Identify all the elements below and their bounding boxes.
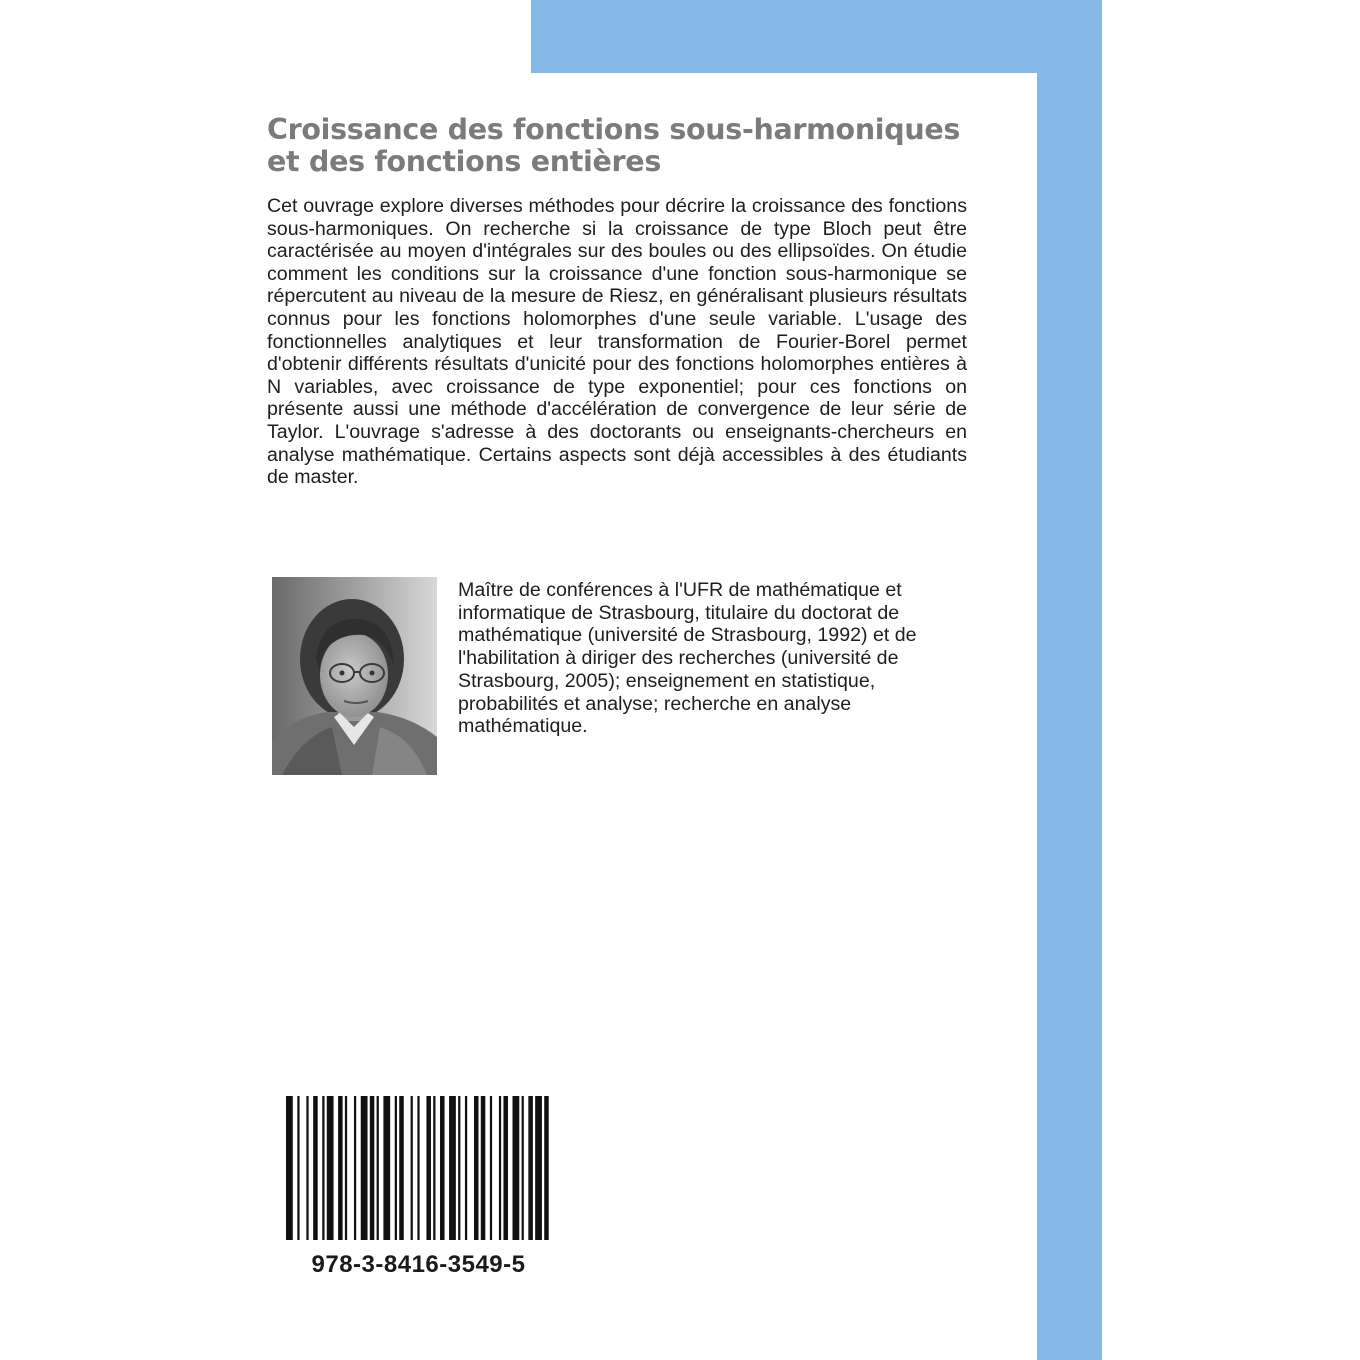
author-bio-line: mathématique (université de Strasbourg, 1992) et de	[458, 624, 917, 647]
barcode-bars	[286, 1096, 551, 1240]
author-portrait-image	[272, 577, 437, 775]
author-bio-line: l'habilitation à diriger des recherches (université de	[458, 647, 899, 670]
author-bio-line: Strasbourg, 2005); enseignement en statistique,	[458, 669, 876, 692]
barcode-bar	[395, 1096, 397, 1240]
barcode-bar	[322, 1096, 324, 1240]
barcode-bar	[474, 1096, 479, 1240]
barcode-bar	[499, 1096, 501, 1240]
book-title-line-2: et des fonctions entières	[267, 145, 661, 178]
barcode-bar	[481, 1096, 486, 1240]
barcode-bar	[465, 1096, 467, 1240]
barcode-bar	[449, 1096, 456, 1240]
barcode-bar	[503, 1096, 508, 1240]
barcode-bar	[345, 1096, 347, 1240]
book-title	[267, 114, 987, 178]
author-biography	[458, 579, 978, 738]
barcode-bar	[327, 1096, 334, 1240]
barcode-bar	[399, 1096, 404, 1240]
barcode-bar	[458, 1096, 460, 1240]
barcode-bar	[433, 1096, 435, 1240]
author-bio-line: informatique de Strasbourg, titulaire du doctorat de	[458, 601, 900, 624]
barcode-bar	[417, 1096, 419, 1240]
barcode-bar	[522, 1096, 524, 1240]
isbn-number: 978-3-8416-3549-5	[311, 1251, 526, 1278]
accent-band-top	[531, 0, 1102, 73]
accent-band-side	[1037, 0, 1102, 1360]
barcode-bar	[354, 1096, 356, 1240]
barcode-bar	[286, 1096, 293, 1240]
book-title-line-1: Croissance des fonctions sous-harmoniques	[267, 113, 961, 146]
barcode-bar	[535, 1096, 542, 1240]
barcode-bar	[544, 1096, 549, 1240]
barcode-bar	[440, 1096, 445, 1240]
isbn-barcode	[286, 1096, 551, 1240]
barcode-bar	[490, 1096, 492, 1240]
barcode-bar	[361, 1096, 368, 1240]
author-bio-line: probabilités et analyse; recherche en analyse	[458, 692, 852, 715]
barcode-bar	[528, 1096, 533, 1240]
barcode-bar	[306, 1096, 308, 1240]
barcode-bar	[513, 1096, 520, 1240]
author-bio-line: Maître de conférences à l'UFR de mathématique et	[458, 579, 902, 601]
barcode-bar	[377, 1096, 379, 1240]
barcode-bar	[411, 1096, 413, 1240]
barcode-bar	[370, 1096, 375, 1240]
barcode-bar	[383, 1096, 390, 1240]
barcode-bar	[297, 1096, 299, 1240]
author-bio-line: mathématique.	[458, 715, 588, 738]
author-photo	[272, 577, 437, 775]
barcode-bar	[338, 1096, 343, 1240]
barcode-bar	[313, 1096, 318, 1240]
book-summary: Cet ouvrage explore diverses méthodes pour décrire la croissance des fonctions sous-harmoniques. On recherche si la croissance de type Bloch peut être caractérisée au moyen d'intégrales sur des boules ou des ellipsoïdes. On étudie comment les conditions sur la croissance d'une fonction sous-harmonique se répercutent au niveau de la mesure de Riesz, en généralisant plusieurs résultats connus pour les fonctions holomorphes d'une seule variable. L'usage des fonctionnelles analytiques et leur transformation de Fourier-Borel permet d'obtenir différents résultats d'unicité pour des fonctions holomorphes entières à N variables, avec croissance de type exponentiel; pour ces fonctions on présente aussi une méthode d'accélération de convergence de leur série de Taylor. L'ouvrage s'adresse à des doctorants ou enseignants-chercheurs en analyse mathématique. Certains aspects sont déjà accessibles à des étudiants de master.	[267, 195, 967, 489]
barcode-bar	[426, 1096, 431, 1240]
